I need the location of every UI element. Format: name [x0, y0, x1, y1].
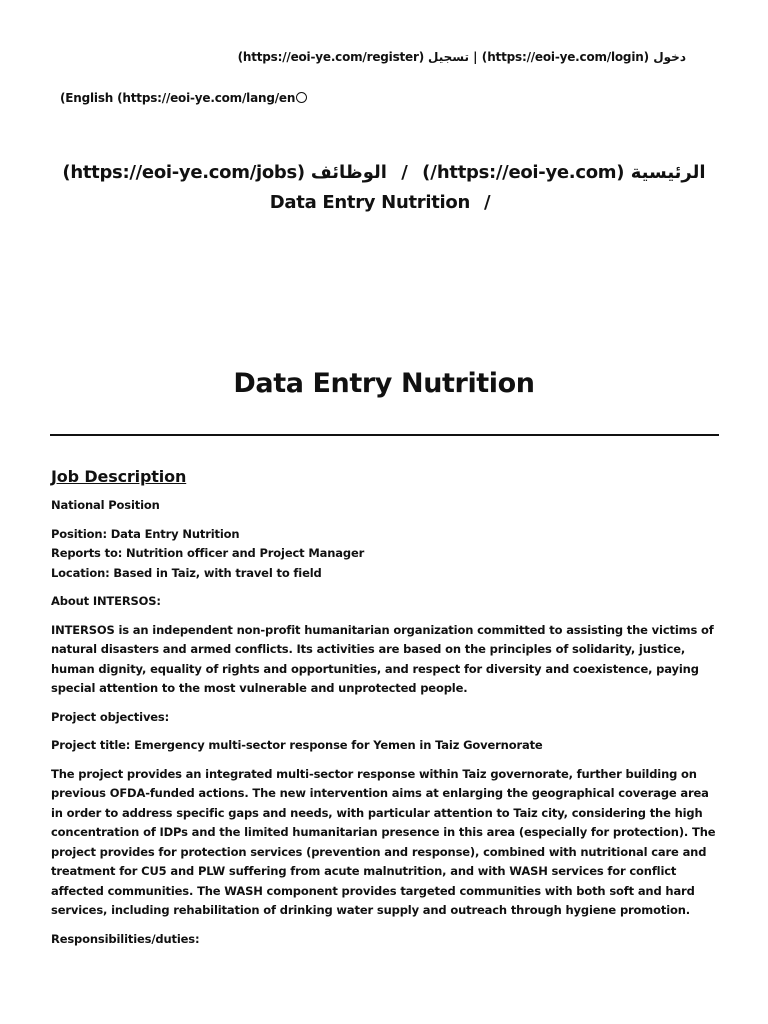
breadcrumb-jobs-url[interactable]: (https://eoi-ye.com/jobs): [62, 162, 305, 183]
language-english-link[interactable]: (English: [60, 91, 114, 105]
login-link[interactable]: دخول: [653, 50, 686, 64]
auth-divider: |: [473, 50, 478, 64]
login-url-link[interactable]: (https://eoi-ye.com/login): [481, 50, 650, 64]
breadcrumb-home-link[interactable]: الرئيسية: [630, 162, 706, 183]
job-paragraph: Location: Based in Taiz, with travel to field: [51, 565, 322, 580]
language-url-link[interactable]: (https://eoi-ye.com/lang/en: [117, 91, 296, 105]
breadcrumb-jobs-link[interactable]: الوظائف: [310, 162, 387, 183]
job-paragraph: Reports to: Nutrition officer and Project Manager: [51, 546, 365, 560]
page-title: Data Entry Nutrition: [233, 368, 535, 399]
breadcrumb-separator: /: [483, 192, 491, 213]
breadcrumb-line-2: [40, 188, 728, 218]
job-paragraph: The project provides an integrated multi-sector response within Taiz governorate, further building on previous OFDA-funded actions. The new intervention aims at enlarging the geographical coverage area in order to address specific gaps and needs, with particular attention to Taiz city, considering the high concentration of IDPs and the limited humanitarian presence in this area (especially for protection). The project provides for protection services (prevention and response), combined with nutritional care and treatment for CU5 and PLW suffering from acute malnutrition, and with WASH services for conflict affected communities. The WASH component provides targeted communities with both soft and hard services, including rehabilitation of drinking water supply and outreach through hygiene promotion.: [51, 766, 716, 917]
job-paragraph: Position: Data Entry Nutrition: [51, 526, 240, 541]
register-link[interactable]: تسجيل: [427, 50, 469, 64]
breadcrumb-separator: /: [401, 162, 408, 183]
job-paragraph: INTERSOS is an independent non-profit humanitarian organization committed to assisting the victims of natural disasters and armed conflicts. Its activities are based on the principles of solidarity, justice, human dignity, equality of rights and opportunities, and respect for diversity and coexistence, paying special attention to the most vulnerable and unprotected people.: [51, 622, 714, 695]
job-paragraph: About INTERSOS:: [51, 594, 161, 608]
job-paragraph: National Position: [51, 498, 160, 512]
register-url-link[interactable]: (https://eoi-ye.com/register): [237, 50, 424, 64]
breadcrumb-line-1: [40, 158, 728, 188]
job-paragraph: Project objectives:: [51, 709, 170, 724]
breadcrumb-home-url[interactable]: (/https://eoi-ye.com): [422, 162, 625, 183]
top-auth-bar: [60, 50, 686, 64]
position-details: [51, 525, 719, 584]
job-description: [51, 466, 719, 958]
breadcrumb: [40, 158, 728, 218]
job-paragraph: Project title: Emergency multi-sector response for Yemen in Taiz Governorate: [51, 738, 543, 752]
breadcrumb-current: Data Entry Nutrition: [269, 192, 470, 213]
job-paragraph: Responsibilities/duties:: [51, 931, 200, 946]
globe-icon: [296, 92, 307, 103]
language-switcher[interactable]: [60, 91, 307, 105]
title-divider: [50, 434, 719, 436]
job-description-heading: Job Description: [51, 467, 187, 486]
